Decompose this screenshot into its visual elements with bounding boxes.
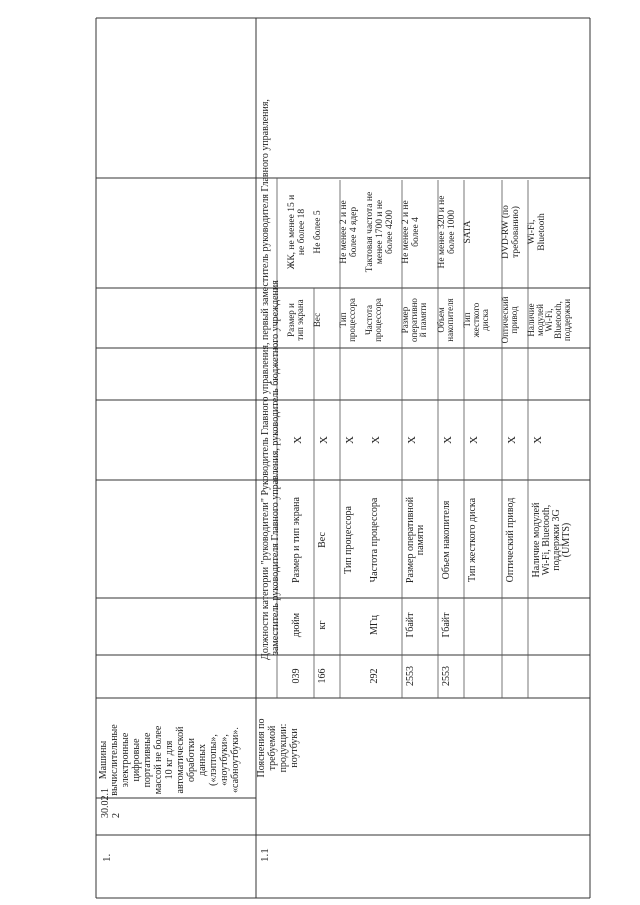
- item-8-property-short-line: Наличие: [526, 303, 536, 337]
- item-2-value-line: более 4 ядер: [349, 206, 359, 258]
- item-5-unit-line: Гбайт: [441, 612, 452, 638]
- item-0-value-line: ЖК, не менее 15 и: [287, 194, 297, 270]
- item-4-unit-line: Гбайт: [405, 612, 416, 638]
- item-1-property-line: Вес: [317, 532, 328, 548]
- item-5-property: [441, 500, 452, 579]
- row1-name-line: 10 кг для: [164, 740, 175, 780]
- item-4-value: [401, 200, 421, 263]
- item-7-mark: [506, 436, 518, 444]
- row2-name-line: продукции:: [278, 723, 289, 773]
- row1-name-line: вычислительные: [109, 724, 120, 796]
- item-0-property-line: Размер и тип экрана: [291, 497, 302, 583]
- item-0-property: [291, 497, 302, 583]
- item-3-okei: [369, 669, 380, 684]
- row1-number-line: 1.: [101, 853, 113, 862]
- rotated-text-layer: [98, 99, 572, 862]
- row2-number-line: 1.1: [259, 848, 271, 862]
- item-1-unit: [317, 621, 328, 630]
- row1-number: [101, 854, 113, 863]
- item-2-mark-line: X: [344, 436, 356, 444]
- item-8-property-short-line: поддержки: [562, 298, 572, 342]
- item-4-mark-line: X: [406, 436, 418, 444]
- item-2-property: [343, 506, 354, 574]
- item-8-property: [531, 502, 572, 578]
- item-2-property-short: [338, 298, 357, 342]
- item-1-okei: [317, 669, 328, 684]
- item-8-property-short-line: Bluetooth,: [553, 301, 563, 339]
- item-1-mark: [318, 436, 330, 444]
- item-5-property-short: [436, 298, 455, 341]
- item-8-property-line: (UMTS): [561, 522, 572, 558]
- item-6-value: [463, 220, 473, 243]
- item-0-mark: [292, 436, 304, 444]
- row2-name: [256, 718, 300, 777]
- item-5-mark: [442, 436, 454, 444]
- item-5-okei: [441, 666, 452, 686]
- item-6-mark-line: X: [468, 436, 480, 444]
- header-subtitle-line: заместитель руководителя Главного управления, руководитель бюджетного учреждения: [270, 280, 281, 655]
- row1-name: [98, 724, 241, 796]
- row2-name-line: Пояснения по: [256, 718, 267, 778]
- item-6-mark: [468, 436, 480, 444]
- item-3-property-short-line: процессора: [373, 298, 383, 342]
- item-1-mark-line: X: [318, 436, 330, 444]
- item-6-property-line: Тип жесткого диска: [467, 497, 478, 583]
- item-6-property: [467, 497, 478, 582]
- item-0-unit-line: дюйм: [291, 612, 302, 638]
- item-2-property-short-line: процессора: [347, 298, 357, 342]
- row1-name-line: массой не более: [153, 725, 164, 795]
- item-8-value: [527, 213, 547, 251]
- item-5-property-line: Объем накопителя: [441, 500, 452, 580]
- item-7-mark-line: X: [506, 436, 518, 444]
- item-0-okei: [291, 669, 302, 684]
- item-0-value-line: не более 18: [297, 208, 307, 256]
- item-7-property: [505, 498, 516, 583]
- item-7-property-short: [500, 296, 519, 343]
- item-1-value: [312, 210, 323, 253]
- row1-code-line: 2: [111, 813, 122, 818]
- item-6-property-short-line: Тип: [462, 312, 472, 328]
- item-8-value-line: Bluetooth: [537, 213, 547, 251]
- item-8-value-line: Wi-Fi,: [527, 219, 537, 245]
- item-1-value-line: Не более 5: [313, 210, 323, 254]
- row1-name-line: портативные: [142, 732, 153, 788]
- item-1-unit-line: кг: [317, 620, 328, 630]
- item-3-value-line: Тактовая частота не: [365, 191, 375, 273]
- row1-code-line: 30.02.1: [100, 788, 111, 818]
- item-3-okei-line: 292: [369, 668, 380, 684]
- item-3-value-line: менее 1700 и не: [375, 199, 385, 265]
- row1-name-line: цифровые: [131, 738, 142, 782]
- item-5-value-line: Не менее 320 и не: [437, 195, 447, 269]
- item-6-property-short-line: жесткого: [471, 302, 481, 338]
- item-8-property-line: Наличие модулей: [531, 502, 542, 578]
- item-4-unit: [405, 612, 416, 638]
- item-0-property-short: [286, 299, 305, 340]
- row1-name-line: «ноутбуки»,: [219, 734, 230, 786]
- item-5-unit: [441, 612, 452, 638]
- item-2-value-line: Не менее 2 и не: [339, 200, 349, 264]
- item-5-okei-line: 2553: [441, 666, 452, 686]
- item-4-okei: [405, 666, 416, 686]
- item-6-value-line: SATA: [463, 220, 473, 244]
- item-0-unit: [291, 612, 302, 637]
- row1-name-line: («лэптопы»,: [208, 734, 219, 786]
- item-7-value-line: требованию): [511, 206, 521, 258]
- item-7-value-line: DVD-RW (по: [501, 205, 511, 259]
- item-5-mark-line: X: [442, 436, 454, 444]
- item-4-value-line: более 4: [411, 217, 421, 247]
- row2-name-line: ноутбуки: [289, 728, 300, 768]
- header-title-line: Должности категории "руководители" Руководитель Главного управления, первый заместитель руководителя Главного управления,: [260, 99, 271, 660]
- item-4-property-line: памяти: [415, 524, 426, 556]
- item-0-mark-line: X: [292, 436, 304, 444]
- item-1-property-short-line: Вес: [312, 312, 322, 328]
- item-4-property-short: [400, 298, 428, 342]
- row2-number: [259, 848, 271, 862]
- item-3-property-short-line: Частота: [364, 304, 374, 336]
- item-1-property-short: [312, 313, 322, 327]
- header-subtitle: [270, 280, 281, 655]
- item-3-value-line: более 4200: [385, 209, 395, 255]
- item-8-property-line: Wi-Fi, Bluetooth,: [541, 504, 552, 576]
- item-3-mark: [370, 436, 382, 444]
- item-7-property-line: Оптический привод: [505, 497, 516, 583]
- item-1-okei-line: 166: [317, 668, 328, 684]
- item-7-value: [500, 205, 521, 259]
- item-4-okei-line: 2553: [405, 666, 416, 686]
- item-3-unit-line: МГц: [369, 614, 380, 636]
- item-8-mark-line: X: [532, 436, 544, 444]
- item-8-property-short-line: Wi-Fi,: [544, 308, 554, 332]
- item-3-property: [369, 497, 380, 582]
- item-3-unit: [369, 614, 380, 635]
- item-8-property-line: поддержки 3G: [551, 509, 562, 571]
- item-6-property-short-line: диска: [480, 309, 490, 331]
- item-7-property-short-line: привод: [509, 306, 519, 334]
- item-4-property-short-line: й памяти: [418, 302, 428, 338]
- item-5-property-short-line: Объем: [436, 307, 446, 333]
- row1-name-line: автоматической: [175, 726, 186, 794]
- item-4-property-short-line: оперативно: [409, 298, 419, 342]
- item-5-value-line: более 1000: [447, 209, 457, 255]
- item-5-value: [437, 196, 457, 269]
- row1-name-line: «сабноутбуки».: [230, 727, 241, 793]
- row1-name-line: электронные: [120, 732, 131, 788]
- row1-name-line: данных: [197, 744, 208, 776]
- item-4-mark: [406, 436, 418, 444]
- item-8-mark: [532, 436, 544, 444]
- item-4-property-line: Размер оперативной: [405, 496, 416, 584]
- row1-name-line: обработки: [186, 737, 197, 783]
- item-0-property-short-line: тип экрана: [295, 299, 305, 341]
- item-2-property-short-line: Тип: [338, 312, 348, 328]
- item-2-mark: [344, 436, 356, 444]
- row2-name-line: требуемой: [267, 725, 278, 771]
- item-0-value: [287, 195, 307, 269]
- item-3-value: [365, 192, 395, 272]
- item-7-property-short-line: Оптический: [500, 296, 510, 344]
- item-6-property-short: [462, 302, 490, 338]
- item-4-property: [405, 496, 426, 583]
- item-2-property-line: Тип процессора: [343, 506, 354, 574]
- item-0-property-short-line: Размер и: [286, 303, 296, 337]
- item-0-okei-line: 039: [291, 668, 302, 684]
- item-4-property-short-line: Размер: [400, 306, 410, 334]
- item-8-property-short-line: модулей: [535, 304, 545, 336]
- item-4-value-line: Не менее 2 и не: [401, 200, 411, 264]
- item-2-value: [339, 200, 359, 263]
- row1-name-line: Машины: [98, 740, 109, 780]
- item-8-property-short: [526, 299, 572, 341]
- item-1-property: [317, 532, 328, 548]
- item-5-property-short-line: накопителя: [445, 298, 455, 342]
- item-3-mark-line: X: [370, 436, 382, 444]
- item-3-property-short: [364, 298, 383, 342]
- item-3-property-line: Частота процессора: [369, 497, 380, 583]
